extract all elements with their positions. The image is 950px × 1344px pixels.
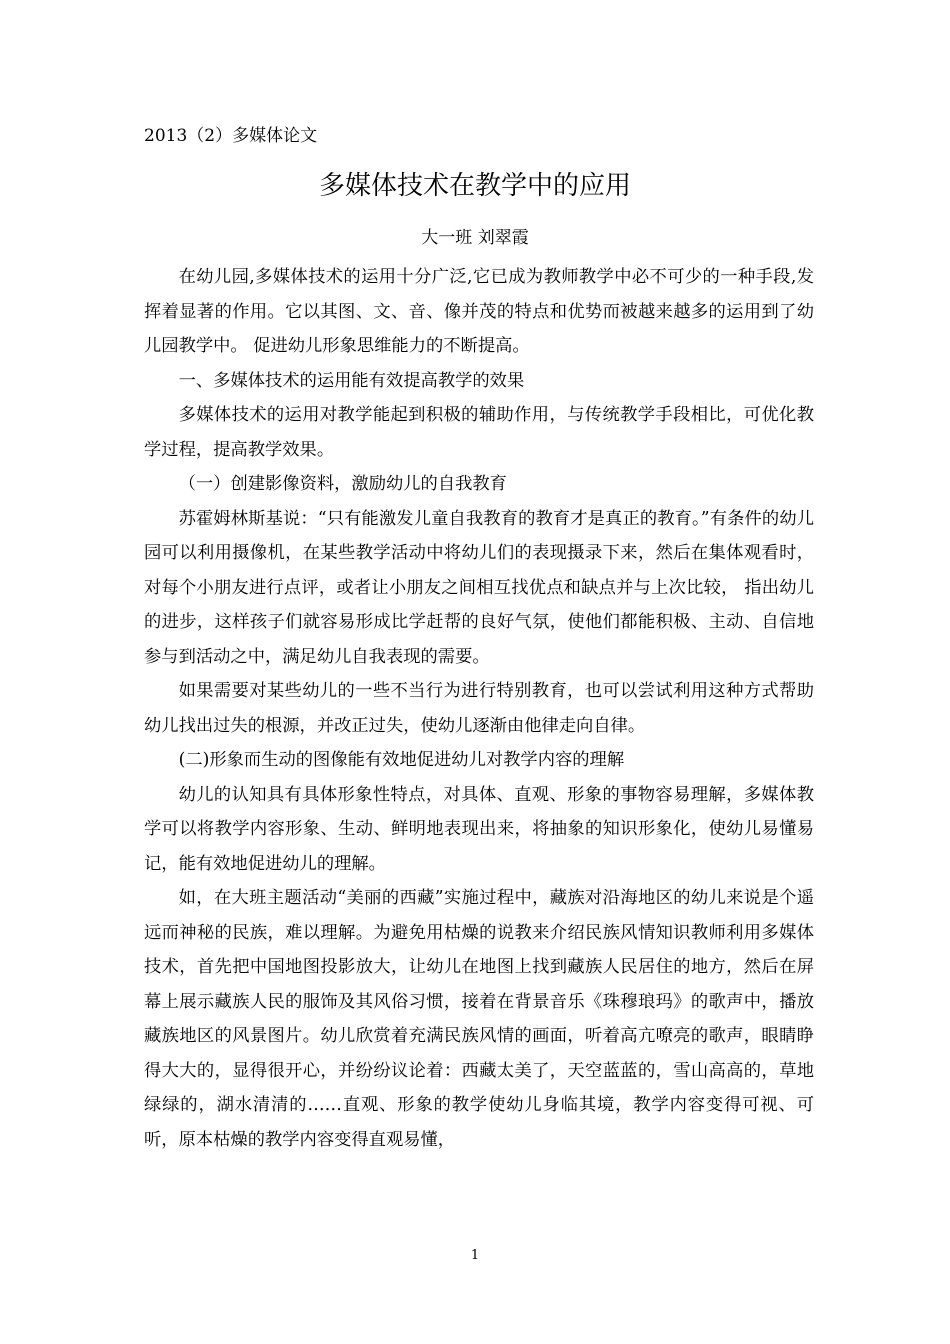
subsection-heading-2: (二)形象而生动的图像能有效地促进幼儿对教学内容的理解 [178,750,625,770]
paragraph: 如，在大班主题活动“美丽的西藏”实施过程中，藏族对沿海地区的幼儿来说是个遥远而神秘的民族，难以理解。为避免用枯燥的说教来介绍民族风情知识教师利用多媒体技术，首先把中国地图投影放大，让幼儿在地图上找到藏族人民居住的地方，然后在屏幕上展示藏族人民的服饰及其风俗习惯，接着在背景音乐《珠穆琅玛》的歌声中，播放藏族地区的风景图片。幼儿欣赏着充满民族风情的画面，听着高亢嘹亮的歌声，眼睛睁得大大的，显得很开心，并纷纷议论着：西藏太美了，天空蓝蓝的，雪山高高的，草地绿绿的，湖水清清的……直观、形象的教学使幼儿身临其境，教学内容变得可视、可听，原本枯燥的教学内容变得直观易懂， [144,888,814,1150]
document-header: 2013（2）多媒体论文 [144,126,318,146]
document-title: 多媒体技术在教学中的应用 [318,171,631,201]
paragraph: 幼儿的认知具有具体形象性特点，对具体、直观、形象的事物容易理解，多媒体教学可以将教学内容形象、生动、鲜明地表现出来，将抽象的知识形象化，使幼儿易懂易记，能有效地促进幼儿的理解。 [144,784,814,874]
document-body [144,260,814,1157]
paragraph: 苏霍姆林斯基说：“只有能激发儿童自我教育的教育才是真正的教育。”有条件的幼儿园可以利用摄像机，在某些教学活动中将幼儿们的表现摄录下来，然后在集体观看时，对每个小朋友进行点评，或者让小朋友之间相互找优点和缺点并与上次比较， 指出幼儿的进步，这样孩子们就容易形成比学赶帮的良好气氛，使他们都能积极、主动、自信地参与到活动之中，满足幼儿自我表现的需要。 [144,508,814,667]
subsection-heading-1: （一）创建影像资料，激励幼儿的自我教育 [178,474,507,494]
paragraph-intro: 在幼儿园,多媒体技术的运用十分广泛,它已成为教师教学中必不可少的一种手段,发挥着显著的作用。它以其图、文、音、像并茂的特点和优势而被越来越多的运用到了幼儿园教学中。 促进幼儿形象思维能力的不断提高。 [144,267,814,356]
document-author: 大一班 刘翠霞 [421,228,529,248]
page-number: 1 [470,1248,480,1263]
paragraph: 多媒体技术的运用对教学能起到积极的辅助作用，与传统教学手段相比，可优化教学过程，提高教学效果。 [144,405,814,460]
paragraph: 如果需要对某些幼儿的一些不当行为进行特别教育，也可以尝试利用这种方式帮助幼儿找出过失的根源，并改正过失，使幼儿逐渐由他律走向自律。 [144,681,814,736]
section-heading-1: 一、多媒体技术的运用能有效提高教学的效果 [178,370,525,391]
